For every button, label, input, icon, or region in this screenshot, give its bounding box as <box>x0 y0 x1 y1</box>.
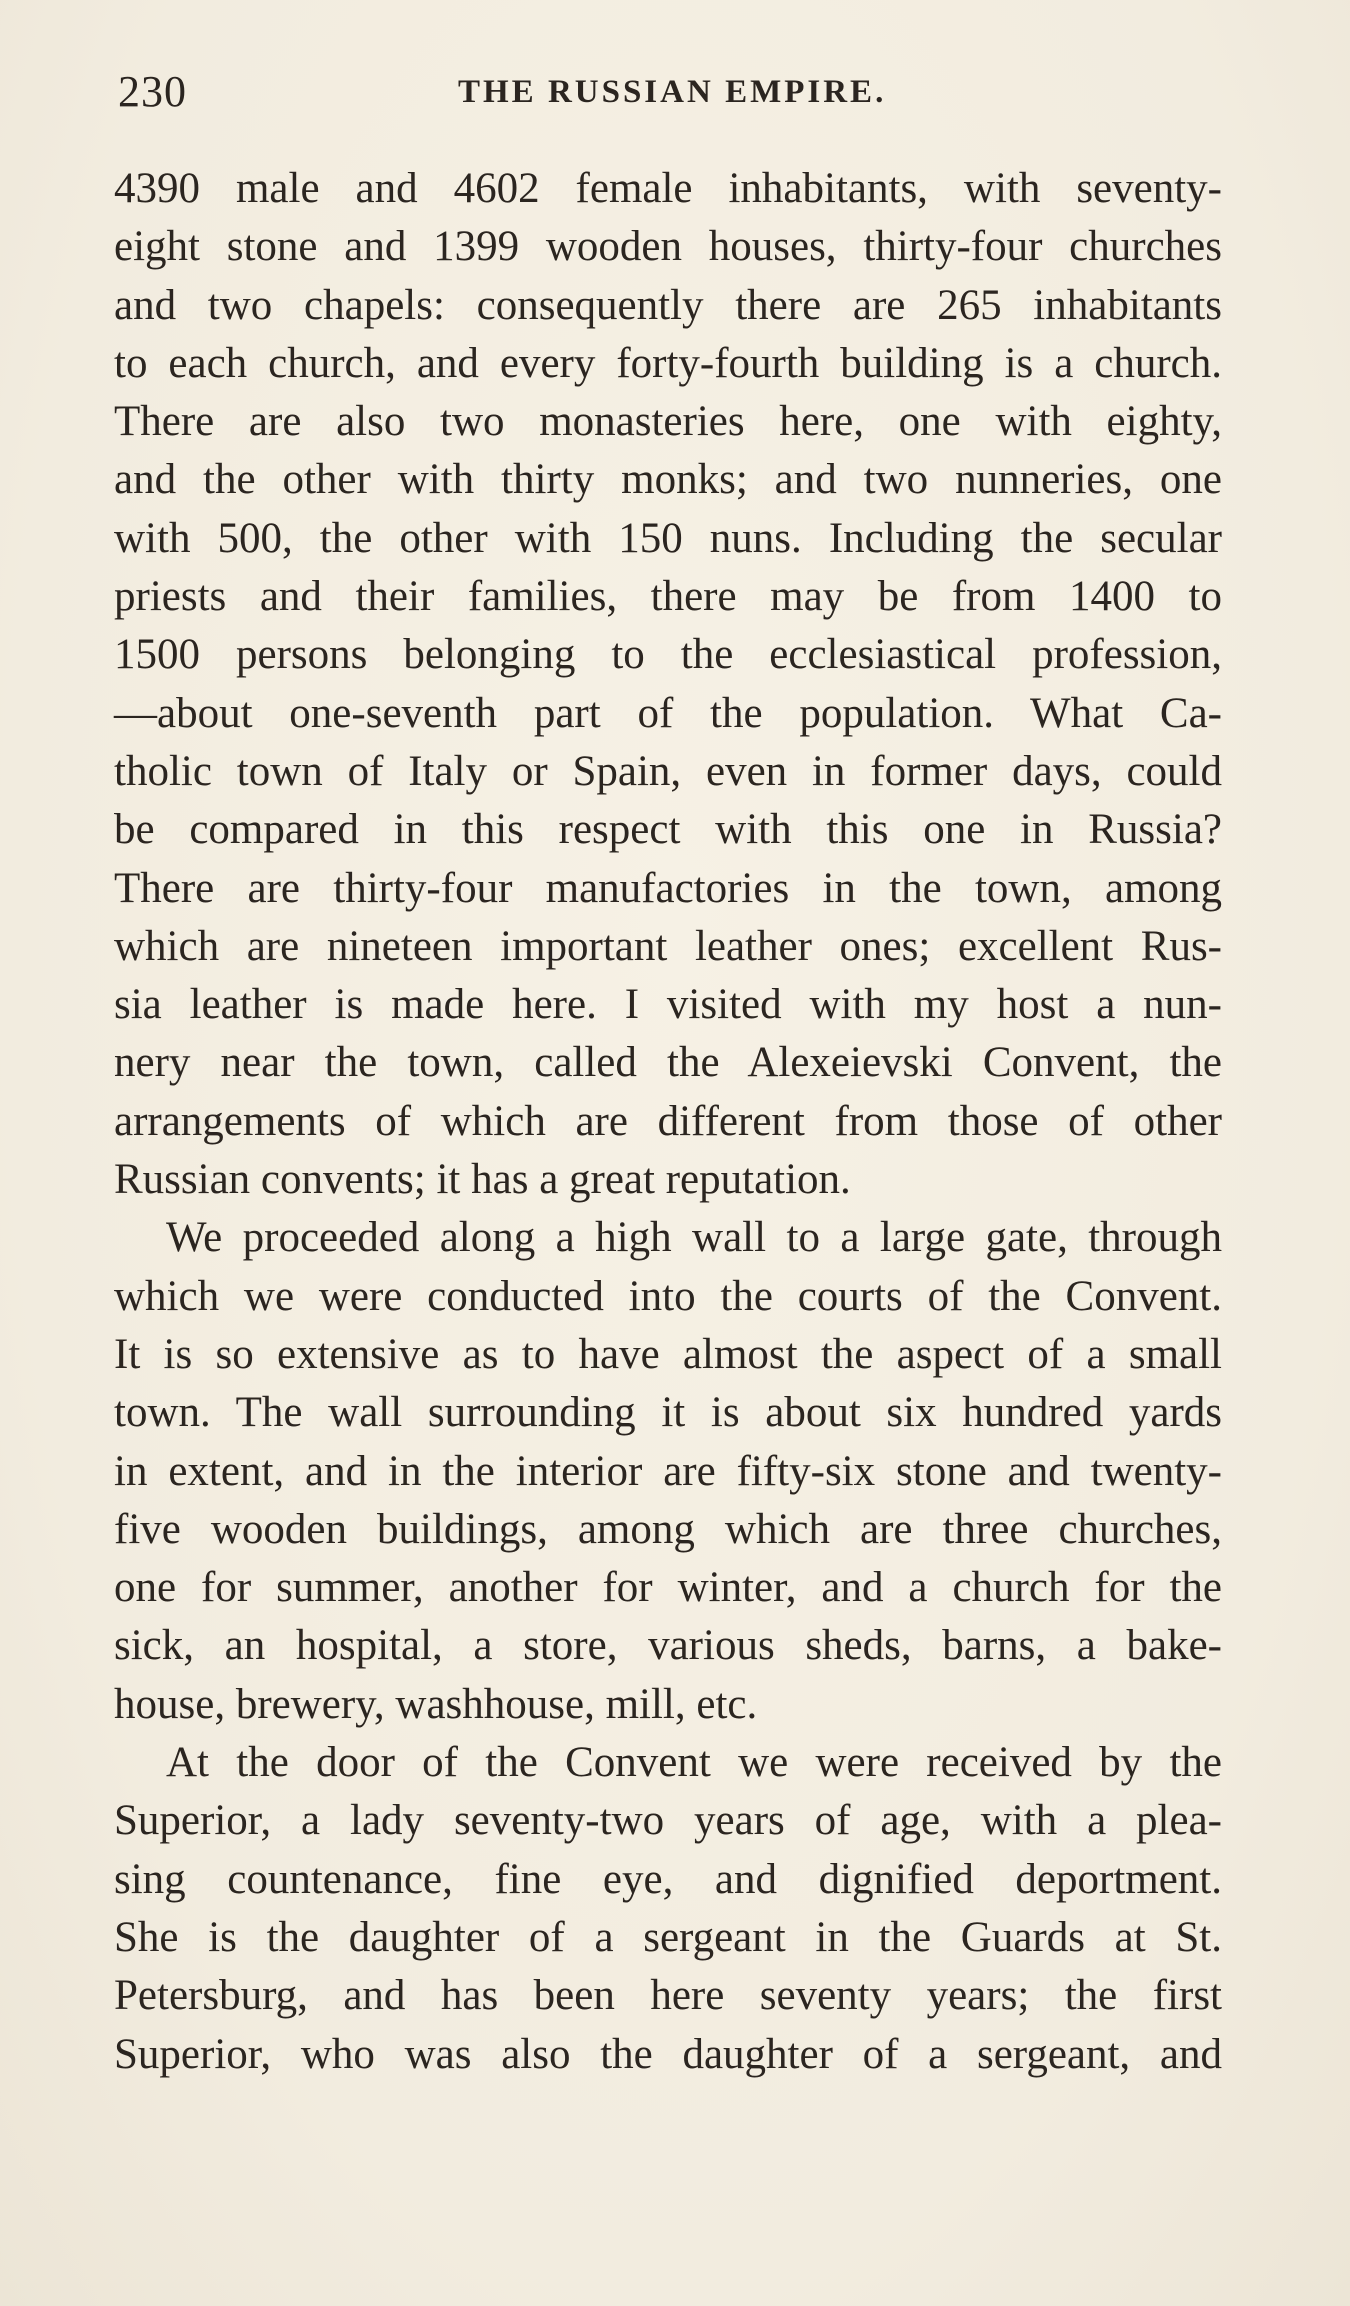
text-line: We proceeded along a high wall to a large gate, through <box>166 1214 1222 1262</box>
text-line: to each church, and every forty-fourth building is a church. <box>114 339 1222 387</box>
text-line: be compared in this respect with this one in Russia? <box>114 806 1222 854</box>
text-line: with 500, the other with 150 nuns. Including the secular <box>114 514 1222 562</box>
text-line: Superior, who was also the daughter of a sergeant, and <box>114 2030 1222 2078</box>
text-line: house, brewery, washhouse, mill, etc. <box>114 1680 758 1728</box>
text-line: sick, an hospital, a store, various sheds, barns, a bake- <box>114 1622 1222 1670</box>
body-text <box>114 160 1222 2084</box>
text-line: Russian convents; it has a great reputation. <box>114 1156 851 1204</box>
text-line: priests and their families, there may be from 1400 to <box>114 573 1222 621</box>
text-line: —about one-seventh part of the population. What Ca- <box>114 689 1222 737</box>
text-line: Superior, a lady seventy-two years of age, with a plea- <box>114 1797 1222 1845</box>
text-line: There are also two monasteries here, one with eighty, <box>114 398 1222 446</box>
text-line: It is so extensive as to have almost the aspect of a small <box>114 1330 1222 1378</box>
text-line: five wooden buildings, among which are three churches, <box>114 1505 1222 1553</box>
text-line: in extent, and in the interior are fifty-six stone and twenty- <box>114 1447 1222 1495</box>
running-head: THE RUSSIAN EMPIRE. <box>458 74 887 110</box>
text-line: which we were conducted into the courts of the Convent. <box>114 1272 1222 1320</box>
text-line: and the other with thirty monks; and two nunneries, one <box>114 456 1222 504</box>
text-line: 4390 male and 4602 female inhabitants, with seventy- <box>114 165 1222 212</box>
text-line: 1500 persons belonging to the ecclesiastical profession, <box>114 631 1222 679</box>
text-line: one for summer, another for winter, and a church for the <box>114 1564 1222 1612</box>
text-line: and two chapels: consequently there are 265 inhabitants <box>114 281 1222 329</box>
text-line: which are nineteen important leather ones; excellent Rus- <box>114 922 1222 970</box>
text-line: There are thirty-four manufactories in the town, among <box>114 864 1222 912</box>
text-line: arrangements of which are different from those of other <box>114 1097 1222 1145</box>
page-number: 230 <box>118 67 187 116</box>
text-line: nery near the town, called the Alexeievski Convent, the <box>114 1039 1222 1087</box>
text-line: eight stone and 1399 wooden houses, thirty-four churches <box>114 223 1222 271</box>
text-line: At the door of the Convent we were received by the <box>166 1739 1222 1787</box>
page-header <box>118 62 1228 122</box>
text-line: Petersburg, and has been here seventy years; the first <box>114 1972 1222 2020</box>
text-line: sing countenance, fine eye, and dignified deportment. <box>114 1855 1222 1903</box>
text-line: tholic town of Italy or Spain, even in former days, could <box>114 747 1222 795</box>
text-line: She is the daughter of a sergeant in the Guards at St. <box>114 1913 1222 1961</box>
text-line: sia leather is made here. I visited with my host a nun- <box>114 981 1222 1029</box>
text-line: town. The wall surrounding it is about six hundred yards <box>114 1389 1222 1437</box>
